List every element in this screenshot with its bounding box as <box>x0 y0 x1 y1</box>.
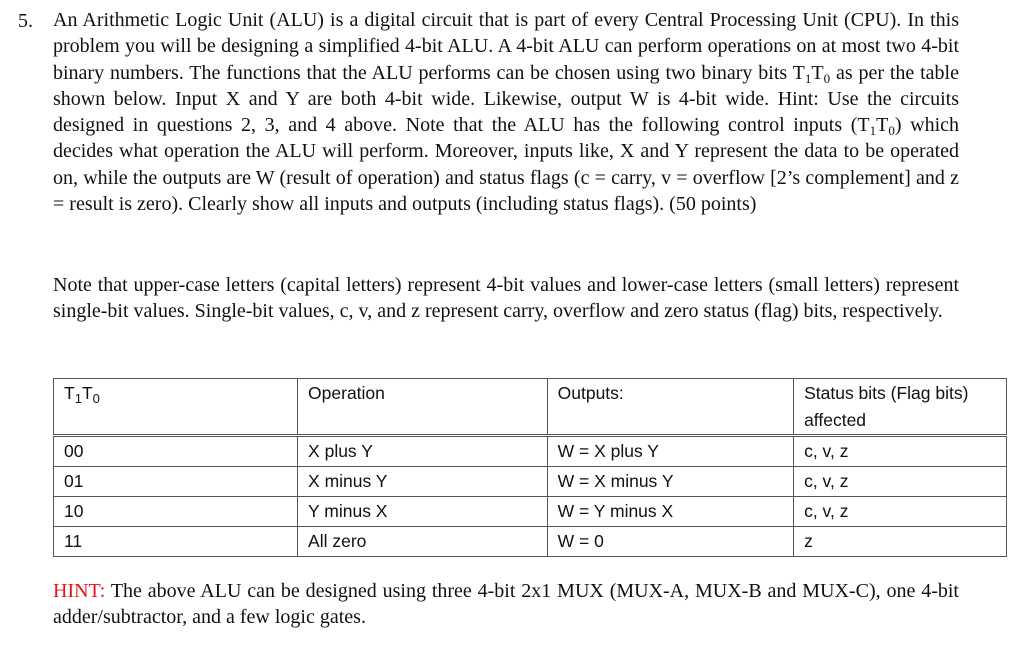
subscript-t0-second: 0 <box>888 123 895 139</box>
cell-output: W = 0 <box>547 527 793 557</box>
subscript-t0: 0 <box>823 70 831 86</box>
cell-flags: c, v, z <box>794 467 1007 497</box>
cell-output: W = X minus Y <box>547 467 793 497</box>
cell-flags: c, v, z <box>794 436 1007 467</box>
cell-operation: X plus Y <box>298 436 548 467</box>
hint-paragraph <box>53 578 959 631</box>
cell-output: W = X plus Y <box>547 436 793 467</box>
notation-note: Note that upper-case letters (capital letters) represent 4-bit values and lower-case letters (small letters) represent single-bit values. Single-bit values, c, v, and z represent carry, overflow and zero status (flag) bits, respectively. <box>53 274 959 323</box>
table-row <box>54 467 1007 497</box>
hint-text: The above ALU can be designed using three 4-bit 2x1 MUX (MUX-A, MUX-B and MUX-C), one 4-bit adder/subtractor, and a few logic gates. <box>53 580 959 629</box>
cell-code: 11 <box>54 527 298 557</box>
problem-description <box>53 7 959 217</box>
header-sub-0: 0 <box>92 391 100 406</box>
description-t: T <box>811 61 824 84</box>
cell-output: W = Y minus X <box>547 497 793 527</box>
cell-code: 01 <box>54 467 298 497</box>
header-t0: T <box>81 383 93 403</box>
hint-label: HINT: <box>53 580 106 602</box>
table-row <box>54 497 1007 527</box>
header-sub-1: 1 <box>74 391 82 406</box>
cell-code: 10 <box>54 497 298 527</box>
cell-flags: c, v, z <box>794 497 1007 527</box>
header-t1: T <box>64 383 75 403</box>
cell-operation: X minus Y <box>298 467 548 497</box>
alu-operation-table <box>53 378 1007 557</box>
description-part-3: ) which decides what operation the ALU will perform. Moreover, inputs like, X and Y represent the data to be operated on, while the outputs are W (result of operation) and status flags (c = carry, v = overflow [2’s complement] and z = result is zero). Clearly show all inputs and outputs (including status flags). (50 points) <box>53 114 959 216</box>
description-part-1: An Arithmetic Logic Unit (ALU) is a digital circuit that is part of every Central Processing Unit (CPU). In this problem you will be designing a simplified 4-bit ALU. A 4-bit ALU can perform operations on at most two 4-bit binary numbers. The functions that the ALU performs can be chosen using two binary bits T <box>53 9 959 84</box>
cell-code: 00 <box>54 436 298 467</box>
subscript-t1-second: 1 <box>869 123 877 139</box>
table-header-row <box>54 379 1007 436</box>
problem-number: 5. <box>18 10 33 32</box>
table-row <box>54 527 1007 557</box>
cell-operation: All zero <box>298 527 548 557</box>
cell-operation: Y minus X <box>298 497 548 527</box>
description-part-2: as per the table shown below. Input X and Y are both 4-bit wide. Likewise, output W is 4-bit wide. Hint: Use the circuits designed in questions 2, 3, and 4 above. Note that the ALU has the following control inputs (T <box>53 61 959 137</box>
description-t-second: T <box>876 114 889 137</box>
cell-flags: z <box>794 527 1007 557</box>
header-control-bits <box>54 379 298 436</box>
subscript-t1: 1 <box>804 70 812 86</box>
header-status-bits: Status bits (Flag bits) affected <box>794 379 1007 436</box>
header-outputs: Outputs: <box>547 379 793 436</box>
header-operation: Operation <box>298 379 548 436</box>
table-row <box>54 436 1007 467</box>
